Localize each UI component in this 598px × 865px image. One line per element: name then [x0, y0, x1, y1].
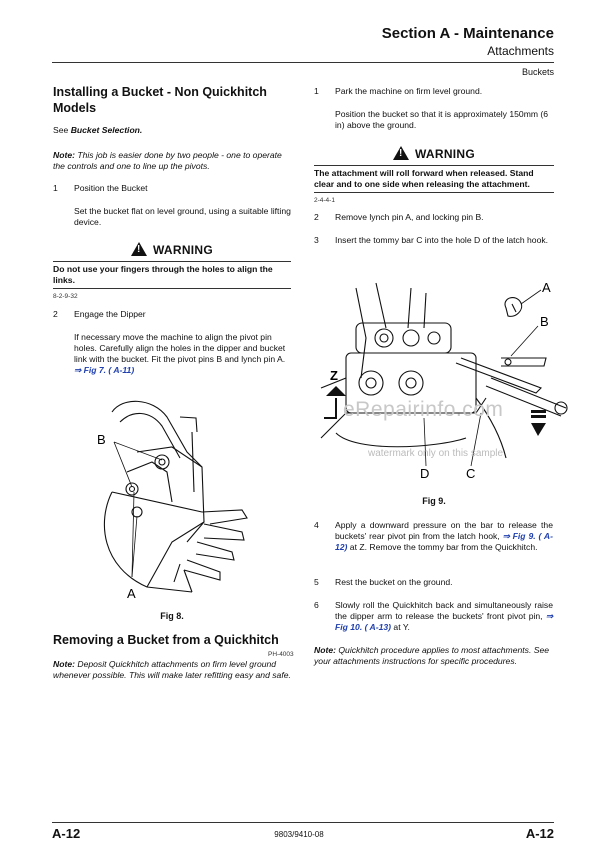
step-text: Rest the bucket on the ground.: [335, 577, 453, 587]
page-number-right: A-12: [525, 826, 554, 841]
step-number: 3: [314, 235, 319, 245]
note-label: Note:: [53, 150, 75, 160]
step-number: 5: [314, 577, 319, 587]
fig9-label-z: Z: [330, 368, 338, 383]
step-text: [335, 600, 553, 633]
step-text: [335, 520, 553, 553]
fig8-label-a: A: [127, 586, 136, 601]
step4-body-end: at Z. Remove the tommy bar from the Quickhitch.: [347, 542, 538, 552]
note-label: Note:: [314, 645, 336, 655]
page-number-left: A-12: [52, 826, 81, 841]
step-title: Position the Bucket: [74, 183, 148, 193]
watermark-logo: eRepairinfo.com: [343, 398, 504, 421]
step6-body: Slowly roll the Quickhitch back and simultaneously raise the dipper arm to release the buckets' front pivot pin,: [335, 600, 553, 621]
note-deposit: [53, 659, 291, 681]
fig9-link[interactable]: ⇒ Fig 9. ( A-12): [335, 531, 553, 552]
step4-body: Apply a downward pressure on the bar to release the buckets' rear pivot pin from the latch hook,: [335, 520, 553, 541]
step-text: [74, 332, 291, 376]
fig9-label-a: A: [542, 280, 551, 295]
note-text: Deposit Quickhitch attachments on firm level ground whenever possible. This will make later refitting easy and safe.: [53, 659, 291, 680]
note-text: This job is easier done by two people - one to operate the controls and one to line up the pivots.: [53, 150, 282, 171]
fig8-label-b: B: [97, 432, 106, 447]
subsection-title: Attachments: [487, 44, 554, 58]
topic-title: Buckets: [521, 67, 554, 77]
fig9-caption: Fig 9.: [422, 496, 446, 506]
fig8-caption: Fig 8.: [160, 611, 184, 621]
warning-text: Do not use your fingers through the holes to align the links.: [53, 261, 291, 289]
step-number: 2: [53, 309, 58, 319]
warning-label: WARNING: [414, 147, 476, 161]
fig7-link[interactable]: ⇒ Fig 7. ( A-11): [74, 365, 135, 375]
warning-label: WARNING: [152, 243, 214, 257]
step-text: Park the machine on firm level ground.: [335, 86, 483, 96]
step-number: 2: [314, 212, 319, 222]
heading-remove: Removing a Bucket from a Quickhitch: [53, 633, 279, 647]
heading-install: Installing a Bucket - Non Quickhitch Models: [53, 85, 267, 115]
step-title: Engage the Dipper: [74, 309, 146, 319]
warning-text: The attachment will roll forward when released. Stand clear and to one side when releasing the attachment.: [314, 165, 554, 193]
document-code: 9803/9410-08: [274, 830, 324, 839]
step-number: 1: [53, 183, 58, 193]
step-number: 4: [314, 520, 319, 530]
see-line: [53, 125, 142, 136]
fig10-link[interactable]: ⇒ Fig 10. ( A-13): [335, 611, 554, 632]
note-two-people: [53, 150, 291, 172]
warning-heading: [53, 242, 291, 257]
fig9-label-c: C: [466, 466, 476, 481]
step-text: Set the bucket flat on level ground, using a suitable lifting device.: [74, 206, 291, 227]
warning-heading: [314, 146, 554, 161]
bucket-selection-link[interactable]: Bucket Selection.: [70, 125, 143, 135]
warning-icon: [131, 242, 147, 256]
step-text: Remove lynch pin A, and locking pin B.: [335, 212, 484, 222]
fig8-illustration: [92, 392, 262, 607]
fig9-label-d: D: [420, 466, 430, 481]
note-text: Quickhitch procedure applies to most attachments. See your attachments instructions for specific procedures.: [314, 645, 550, 666]
warning-code: 2-4-4-1: [314, 197, 335, 204]
section-title: Section A - Maintenance: [381, 25, 554, 42]
fig9-label-b: B: [540, 314, 549, 329]
step-number: 6: [314, 600, 319, 610]
step-text: Position the bucket so that it is approximately 150mm (6 in) above the ground.: [335, 109, 549, 130]
heading-code: PH-4003: [268, 651, 294, 658]
step2-body: If necessary move the machine to align the pivot pin holes. Carefully align the holes in the dipper and bucket link with the bucket. Fit the pivot pins B and lynch pin A.: [74, 332, 286, 364]
warning-icon: [393, 146, 409, 160]
note-quickhitch: [314, 645, 554, 667]
header-rule: [52, 62, 554, 63]
footer-rule: [52, 822, 554, 823]
step-text: Insert the tommy bar C into the hole D of the latch hook.: [335, 235, 549, 245]
watermark-note: watermark only on this sample: [368, 448, 504, 459]
warning-code: 8-2-9-32: [53, 293, 78, 300]
step6-body-end: at Y.: [391, 622, 410, 632]
note-label: Note:: [53, 659, 75, 669]
see-prefix: See: [53, 125, 71, 135]
step-number: 1: [314, 86, 319, 96]
